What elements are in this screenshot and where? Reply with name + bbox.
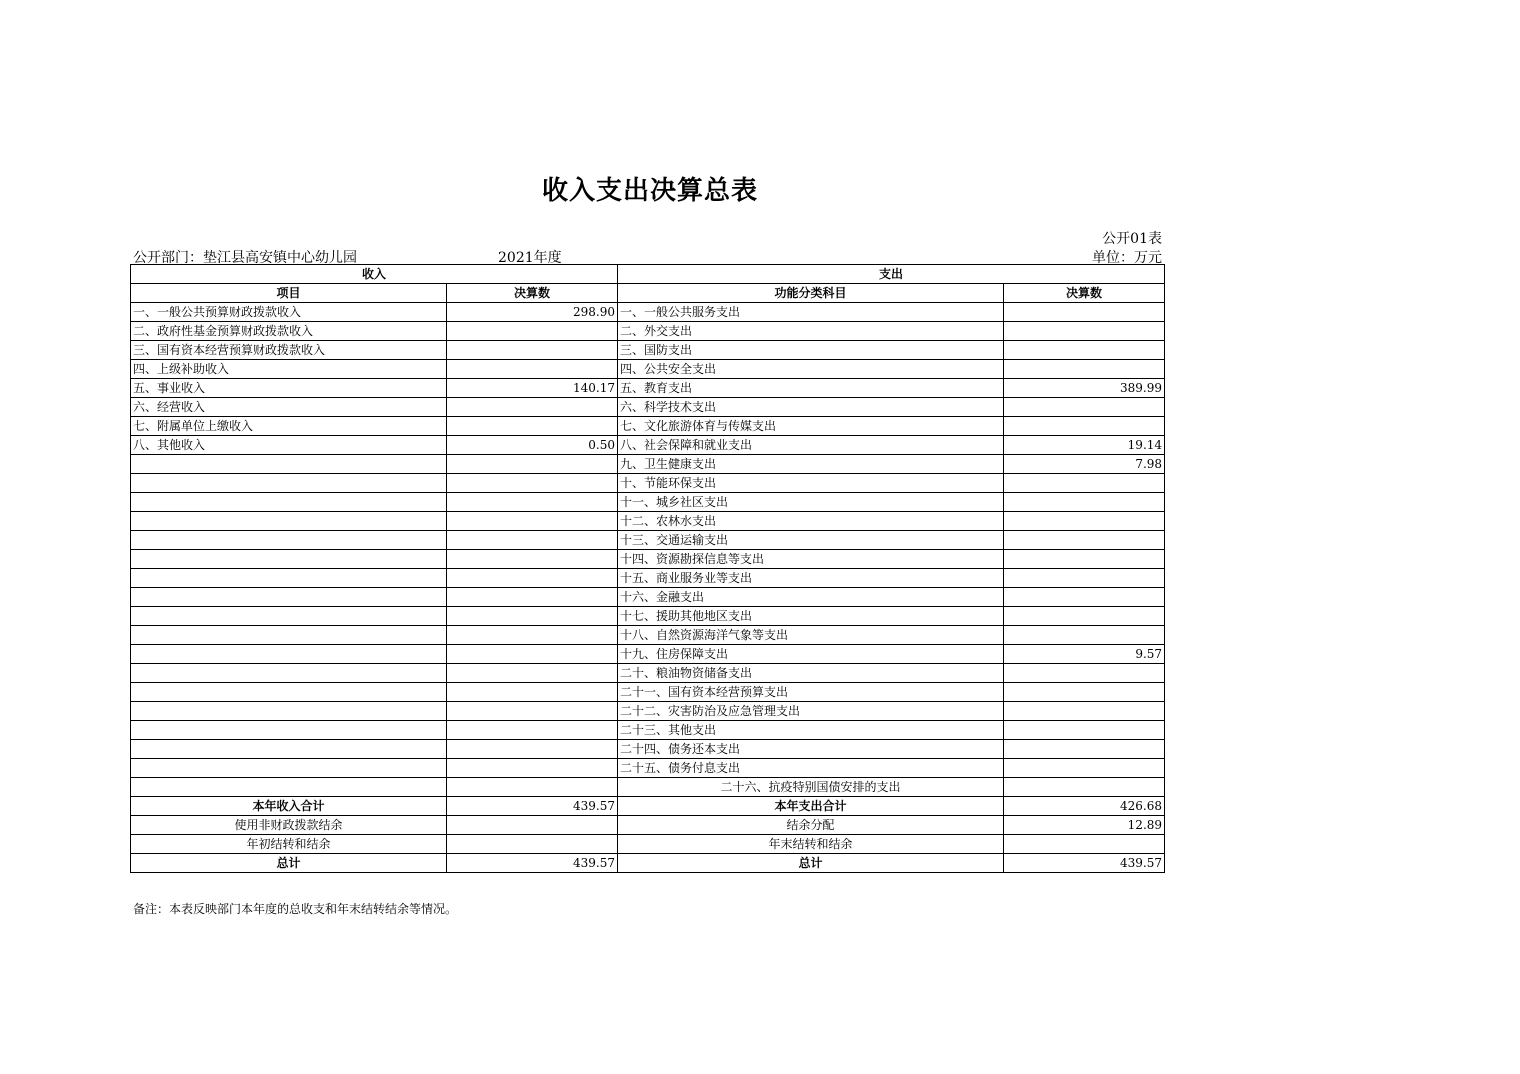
department-label: 公开部门：垫江县高安镇中心幼儿园	[133, 250, 357, 266]
expense-value: 389.99	[1004, 379, 1165, 398]
expense-item: 三、国防支出	[618, 341, 1004, 360]
table-row	[131, 569, 1165, 588]
table-row	[131, 588, 1165, 607]
income-value	[447, 778, 618, 797]
summary-expense-value: 439.57	[1004, 854, 1165, 873]
income-value	[447, 474, 618, 493]
table-row	[131, 626, 1165, 645]
summary-expense-item: 本年支出合计	[618, 797, 1004, 816]
function-subject-header: 功能分类科目	[618, 284, 1004, 303]
expense-item: 二十六、抗疫特别国债安排的支出	[618, 778, 1004, 797]
form-code: 公开01表	[1102, 231, 1162, 247]
income-item	[131, 740, 447, 759]
summary-income-value: 439.57	[447, 854, 618, 873]
expense-value	[1004, 531, 1165, 550]
summary-expense-value	[1004, 835, 1165, 854]
expense-item: 二十三、其他支出	[618, 721, 1004, 740]
expense-item: 十七、援助其他地区支出	[618, 607, 1004, 626]
income-value	[447, 626, 618, 645]
expense-item: 二十五、债务付息支出	[618, 759, 1004, 778]
table-row	[131, 398, 1165, 417]
income-value	[447, 322, 618, 341]
summary-income-item: 使用非财政拨款结余	[131, 816, 447, 835]
amount-header: 决算数	[447, 284, 618, 303]
expense-value	[1004, 417, 1165, 436]
table-row	[131, 493, 1165, 512]
income-item	[131, 569, 447, 588]
summary-income-item: 总计	[131, 854, 447, 873]
summary-row	[131, 797, 1165, 816]
income-item	[131, 683, 447, 702]
table-row	[131, 379, 1165, 398]
income-value	[447, 721, 618, 740]
expense-item: 二、外交支出	[618, 322, 1004, 341]
income-value	[447, 417, 618, 436]
expense-item: 六、科学技术支出	[618, 398, 1004, 417]
income-value	[447, 512, 618, 531]
summary-row	[131, 835, 1165, 854]
income-item: 二、政府性基金预算财政拨款收入	[131, 322, 447, 341]
expense-value	[1004, 759, 1165, 778]
expense-item: 四、公共安全支出	[618, 360, 1004, 379]
table-row	[131, 474, 1165, 493]
expense-value	[1004, 550, 1165, 569]
section-header-row	[131, 265, 1165, 284]
expense-item: 一、一般公共服务支出	[618, 303, 1004, 322]
summary-income-value	[447, 816, 618, 835]
table-row	[131, 360, 1165, 379]
income-item	[131, 493, 447, 512]
summary-income-value	[447, 835, 618, 854]
table-row	[131, 778, 1165, 797]
income-item: 五、事业收入	[131, 379, 447, 398]
income-value	[447, 531, 618, 550]
expense-value	[1004, 588, 1165, 607]
summary-income-item: 本年收入合计	[131, 797, 447, 816]
income-item: 三、国有资本经营预算财政拨款收入	[131, 341, 447, 360]
expense-item: 二十二、灾害防治及应急管理支出	[618, 702, 1004, 721]
income-header: 收入	[131, 265, 618, 284]
income-value	[447, 341, 618, 360]
table-row	[131, 721, 1165, 740]
income-item: 四、上级补助收入	[131, 360, 447, 379]
income-value	[447, 645, 618, 664]
income-value	[447, 740, 618, 759]
expense-item: 十六、金融支出	[618, 588, 1004, 607]
expense-value	[1004, 702, 1165, 721]
expense-value	[1004, 664, 1165, 683]
expense-value	[1004, 569, 1165, 588]
income-value	[447, 759, 618, 778]
expense-item: 十、节能环保支出	[618, 474, 1004, 493]
income-value	[447, 702, 618, 721]
table-row	[131, 607, 1165, 626]
expense-value	[1004, 721, 1165, 740]
expense-item: 十三、交通运输支出	[618, 531, 1004, 550]
income-item	[131, 702, 447, 721]
summary-row	[131, 816, 1165, 835]
expense-item: 十八、自然资源海洋气象等支出	[618, 626, 1004, 645]
income-item	[131, 721, 447, 740]
expense-value	[1004, 740, 1165, 759]
income-value	[447, 607, 618, 626]
summary-income-item: 年初结转和结余	[131, 835, 447, 854]
income-item: 七、附属单位上缴收入	[131, 417, 447, 436]
summary-expense-item: 年末结转和结余	[618, 835, 1004, 854]
income-item: 六、经营收入	[131, 398, 447, 417]
table-row	[131, 550, 1165, 569]
expense-value	[1004, 360, 1165, 379]
table-row	[131, 683, 1165, 702]
expense-item: 十一、城乡社区支出	[618, 493, 1004, 512]
table-row	[131, 512, 1165, 531]
table-row	[131, 645, 1165, 664]
expense-item: 十九、住房保障支出	[618, 645, 1004, 664]
expense-item: 二十四、债务还本支出	[618, 740, 1004, 759]
expense-item: 十二、农林水支出	[618, 512, 1004, 531]
table-row	[131, 759, 1165, 778]
expense-value	[1004, 607, 1165, 626]
expense-value	[1004, 778, 1165, 797]
expense-value	[1004, 303, 1165, 322]
expense-value	[1004, 512, 1165, 531]
summary-expense-value: 426.68	[1004, 797, 1165, 816]
expense-value	[1004, 493, 1165, 512]
income-item	[131, 607, 447, 626]
page-title: 收入支出决算总表	[541, 176, 758, 206]
income-item: 一、一般公共预算财政拨款收入	[131, 303, 447, 322]
table-row	[131, 341, 1165, 360]
budget-table	[130, 264, 1165, 873]
income-value	[447, 360, 618, 379]
income-item	[131, 626, 447, 645]
year-label: 2021年度	[498, 250, 562, 266]
table-row	[131, 740, 1165, 759]
expense-item: 二十一、国有资本经营预算支出	[618, 683, 1004, 702]
expense-item: 八、社会保障和就业支出	[618, 436, 1004, 455]
income-value	[447, 588, 618, 607]
table-row	[131, 455, 1165, 474]
expense-item: 七、文化旅游体育与传媒支出	[618, 417, 1004, 436]
income-item	[131, 588, 447, 607]
income-item	[131, 550, 447, 569]
income-item	[131, 664, 447, 683]
income-item	[131, 531, 447, 550]
income-value	[447, 493, 618, 512]
expense-value: 9.57	[1004, 645, 1165, 664]
income-item: 八、其他收入	[131, 436, 447, 455]
expense-value	[1004, 626, 1165, 645]
table-row	[131, 303, 1165, 322]
income-item	[131, 645, 447, 664]
summary-expense-value: 12.89	[1004, 816, 1165, 835]
income-value	[447, 398, 618, 417]
summary-expense-item: 结余分配	[618, 816, 1004, 835]
income-item	[131, 512, 447, 531]
expense-value	[1004, 398, 1165, 417]
expense-item: 十四、资源勘探信息等支出	[618, 550, 1004, 569]
summary-row	[131, 854, 1165, 873]
summary-income-value: 439.57	[447, 797, 618, 816]
income-value	[447, 550, 618, 569]
income-value: 298.90	[447, 303, 618, 322]
table-row	[131, 664, 1165, 683]
expense-value: 19.14	[1004, 436, 1165, 455]
summary-expense-item: 总计	[618, 854, 1004, 873]
column-header-row	[131, 284, 1165, 303]
table-row	[131, 436, 1165, 455]
income-value: 0.50	[447, 436, 618, 455]
income-value	[447, 455, 618, 474]
expense-value	[1004, 341, 1165, 360]
expense-value	[1004, 474, 1165, 493]
income-value	[447, 683, 618, 702]
amount-header-expense: 决算数	[1004, 284, 1165, 303]
income-value: 140.17	[447, 379, 618, 398]
expense-item: 九、卫生健康支出	[618, 455, 1004, 474]
income-item	[131, 474, 447, 493]
expense-item: 二十、粮油物资储备支出	[618, 664, 1004, 683]
expense-header: 支出	[618, 265, 1165, 284]
expense-item: 五、教育支出	[618, 379, 1004, 398]
expense-item: 十五、商业服务业等支出	[618, 569, 1004, 588]
item-header: 项目	[131, 284, 447, 303]
income-value	[447, 569, 618, 588]
unit-label: 单位：万元	[1092, 250, 1162, 266]
income-item	[131, 759, 447, 778]
expense-value	[1004, 683, 1165, 702]
income-item	[131, 455, 447, 474]
income-item	[131, 778, 447, 797]
expense-value	[1004, 322, 1165, 341]
table-row	[131, 322, 1165, 341]
expense-value: 7.98	[1004, 455, 1165, 474]
table-row	[131, 417, 1165, 436]
footnote: 备注：本表反映部门本年度的总收支和年末结转结余等情况。	[133, 902, 458, 916]
table-row	[131, 702, 1165, 721]
income-value	[447, 664, 618, 683]
table-row	[131, 531, 1165, 550]
